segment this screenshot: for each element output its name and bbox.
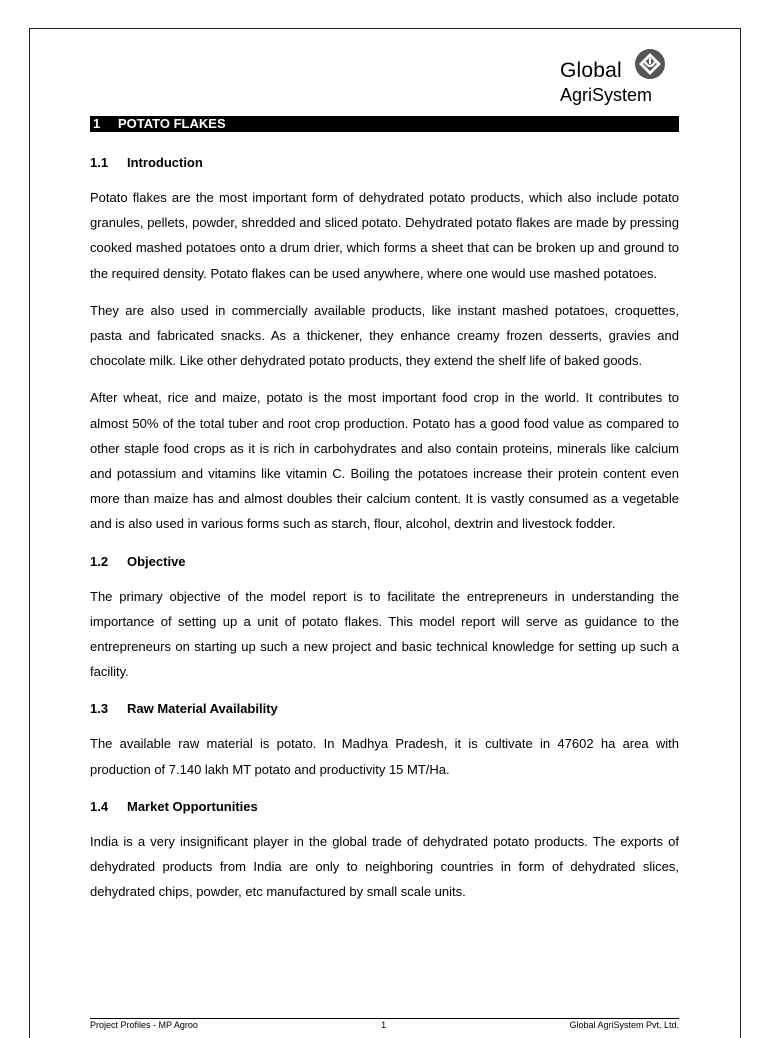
footer-left: Project Profiles - MP Agroo	[90, 1020, 198, 1030]
page-footer	[90, 1018, 679, 1030]
page-number: 1	[381, 1020, 387, 1030]
section-title: Introduction	[127, 155, 203, 170]
section-heading-introduction	[90, 150, 679, 176]
paragraph: The available raw material is potato. In Madhya Pradesh, it is cultivate in 47602 ha area with production of 7.140 lakh MT potato and productivity 15 MT/Ha.	[90, 736, 679, 777]
chapter-banner	[90, 116, 679, 132]
logo-text-agrisystem: AgriSystem	[560, 85, 653, 105]
document-body	[90, 150, 679, 916]
paragraph: The primary objective of the model report is to facilitate the entrepreneurs in understanding the importance of setting up a unit of potato flakes. This model report will serve as guidance to the entrepreneurs on starting up such a new project and basic technical knowledge for setting up such a facility.	[90, 588, 679, 680]
section-title: Raw Material Availability	[127, 701, 278, 717]
section-title: Objective	[127, 553, 186, 569]
paragraph: After wheat, rice and maize, potato is the most important food crop in the world. It contributes to almost 50% of the total tuber and root crop production. Potato has a good food value as compared to other staple food crops as it is rich in carbohydrates and also contain proteins, minerals like calcium and potassium and vitamins like vitamin C. Boiling the potatoes increase their protein content even more than maize has and almost doubles their calcium content. It is vastly consumed as a vegetable and is also used in various forms such as starch, flour, alcohol, dextrin and livestock fodder.	[90, 390, 679, 532]
section-number: 1.1	[90, 155, 109, 170]
company-logo	[560, 45, 680, 110]
section-heading-objective	[90, 549, 679, 575]
paragraph: Potato flakes are the most important form of dehydrated potato products, which also include potato granules, pellets, powder, shredded and sliced potato. Dehydrated potato flakes are made by pressing cooked mashed potatoes onto a drum drier, which forms a sheet that can be broken up and ground to the required density. Potato flakes can be used anywhere, where one would use mashed potatoes.	[90, 190, 679, 281]
section-heading-raw-material	[90, 696, 679, 722]
footer-right: Global AgriSystem Pvt. Ltd.	[569, 1020, 679, 1030]
chapter-title: POTATO FLAKES	[118, 116, 226, 131]
section-number: 1.4	[90, 798, 109, 814]
section-title: Market Opportunities	[127, 798, 258, 814]
paragraph: India is a very insignificant player in the global trade of dehydrated potato products. The exports of dehydrated products from India are only to neighboring countries in form of dehydrated slices, dehydrated chips, powder, etc manufactured by small scale units.	[90, 833, 679, 900]
chapter-number: 1	[93, 116, 101, 131]
section-heading-market	[90, 794, 679, 820]
section-number: 1.2	[90, 553, 109, 569]
logo-text-global: Global	[560, 59, 622, 82]
logo-emblem-icon	[634, 48, 666, 80]
paragraph: They are also used in commercially available products, like instant mashed potatoes, croquettes, pasta and fabricated snacks. As a thickener, they enhance creamy frozen desserts, gravies and chocolate milk. Like other dehydrated potato products, they extend the shelf life of baked goods.	[90, 302, 679, 369]
section-number: 1.3	[90, 701, 109, 717]
